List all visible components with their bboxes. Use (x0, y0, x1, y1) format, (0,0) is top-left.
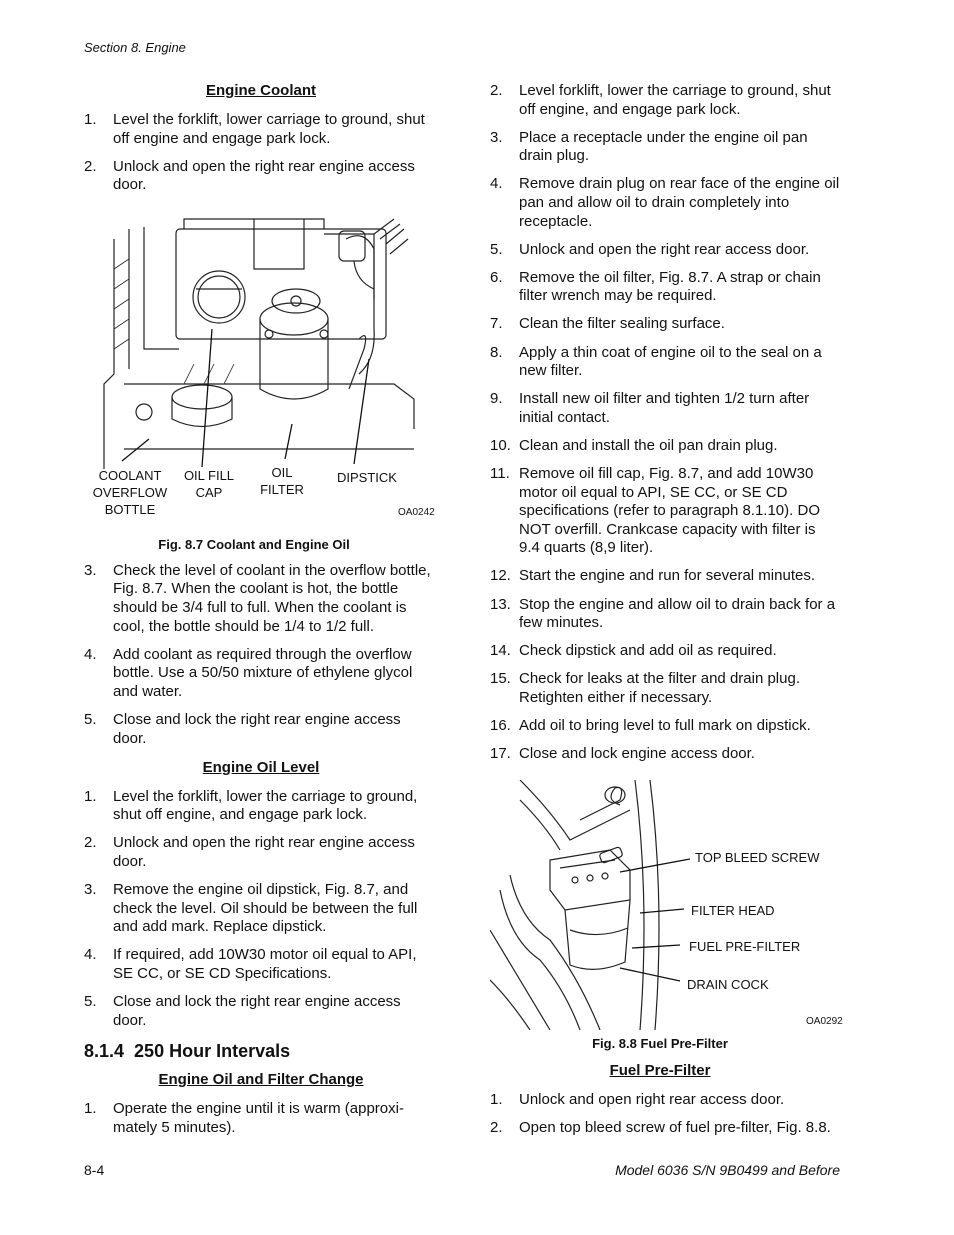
right-column (490, 82, 843, 1147)
step-text: Start the engine and run for several minutes. (519, 567, 816, 585)
step-text: Close and lock engine access door. (519, 745, 755, 763)
list-item (490, 642, 840, 661)
label-fuel-pre-filter: FUEL PRE-FILTER (689, 938, 801, 954)
step-text: Level forklift, lower the carriage to ground, shut off engine, and engage park lock. (519, 82, 831, 118)
list-item (490, 437, 840, 456)
step-text: Add coolant as required through the overflow bottle. Use a 50/50 mixture of ethylene glycol and water. (113, 645, 413, 700)
figure-code: OA0292 (806, 1015, 843, 1027)
label-top-bleed-screw: TOP BLEED SCREW (695, 849, 820, 865)
step-number: 3. (490, 128, 503, 146)
list-item (490, 745, 840, 764)
engine-oil-level-heading: Engine Oil Level (202, 758, 320, 776)
step-text: Unlock and open the right rear access door. (519, 240, 810, 258)
step-number: 5. (84, 711, 97, 729)
step-text: Clean and install the oil pan drain plug. (519, 436, 778, 454)
list-item (490, 670, 840, 707)
step-number: 15. (490, 670, 511, 688)
label-dipstick: DIPSTICK (337, 469, 397, 485)
section-number: 8.1.4 (84, 1041, 125, 1062)
step-text: Add oil to bring level to full mark on dipstick. (519, 717, 811, 735)
figure-code: OA0242 (398, 506, 435, 518)
step-number: 2. (84, 834, 97, 852)
step-text: Check for leaks at the filter and drain plug. Retighten either if necessary. (519, 670, 800, 706)
list-item (490, 717, 840, 736)
oil-filter-steps-left (84, 1100, 438, 1137)
list-item (84, 1100, 438, 1137)
step-text: Level the forklift, lower the carriage to ground, shut off engine, and engage park lock. (113, 787, 418, 824)
step-number: 6. (490, 268, 503, 286)
step-number: 8. (490, 343, 503, 361)
step-number: 5. (490, 240, 503, 258)
list-item (84, 834, 438, 871)
step-text: Operate the engine until it is warm (approxi-mately 5 minutes). (113, 1100, 404, 1136)
label-drain-cock: DRAIN COCK (687, 976, 769, 992)
step-number: 14. (490, 642, 511, 660)
step-number: 5. (84, 993, 97, 1011)
list-item (490, 567, 840, 586)
engine-coolant-heading: Engine Coolant (206, 82, 316, 99)
step-number: 2. (490, 1118, 503, 1136)
list-item (490, 269, 840, 306)
list-item (490, 129, 840, 166)
step-number: 9. (490, 390, 503, 408)
list-item (490, 465, 840, 558)
section-heading (84, 1040, 438, 1062)
label-filter-head: FILTER HEAD (691, 902, 775, 918)
step-text: If required, add 10W30 motor oil equal to API, SE CC, or SE CD Specifications. (113, 946, 417, 982)
step-text: Unlock and open right rear access door. (519, 1090, 785, 1108)
oil-filter-steps-right (490, 82, 840, 764)
list-item (84, 946, 438, 983)
list-item (84, 993, 438, 1030)
figure-8-7 (84, 209, 438, 531)
step-text: Place a receptacle under the engine oil pan drain plug. (519, 128, 808, 165)
label-oil-fill-cap: OIL FILL CAP (183, 467, 235, 500)
step-number: 2. (84, 157, 97, 175)
step-number: 12. (490, 567, 511, 585)
coolant-steps-a (84, 111, 438, 195)
list-item (490, 1091, 840, 1110)
list-item (490, 344, 840, 381)
step-number: 16. (490, 717, 511, 735)
step-number: 4. (84, 645, 97, 663)
figure-8-8 (490, 780, 843, 1030)
step-number: 7. (490, 315, 503, 333)
list-item (84, 562, 438, 636)
list-item (490, 82, 840, 119)
step-text: Open top bleed screw of fuel pre-filter, Fig. 8.8. (519, 1118, 831, 1136)
step-text: Remove the oil filter, Fig. 8.7. A strap or chain filter wrench may be required. (519, 268, 821, 305)
step-number: 11. (490, 465, 510, 482)
page-number: 8-4 (84, 1162, 105, 1178)
section-title: 250 Hour Intervals (134, 1041, 291, 1062)
step-text: Remove oil fill cap, Fig. 8.7, and add 10W30 motor oil equal to API, SE CC, or SE CD specifications (refer to paragraph 8.1.10). DO NOT overfill. Crankcase capacity with filter is 9.4 quarts (8,9 liter). (519, 465, 820, 557)
step-number: 13. (490, 595, 511, 613)
step-number: 1. (84, 787, 97, 805)
list-item (84, 111, 438, 148)
step-text: Remove the engine oil dipstick, Fig. 8.7, and check the level. Oil should be between the full and add mark. Replace dipstick. (113, 881, 418, 936)
step-number: 1. (84, 111, 97, 128)
oil-level-steps (84, 788, 438, 1031)
step-text: Level the forklift, lower carriage to ground, shut off engine and engage park lock. (113, 111, 425, 147)
list-item (490, 1119, 840, 1138)
step-text: Clean the filter sealing surface. (519, 315, 725, 333)
list-item (490, 596, 840, 633)
coolant-steps-b (84, 562, 438, 748)
fuel-pre-filter-heading: Fuel Pre-Filter (609, 1061, 711, 1079)
list-item (84, 788, 438, 825)
list-item (84, 881, 438, 937)
fuel-steps (490, 1091, 840, 1138)
step-text: Close and lock the right rear engine access door. (113, 711, 401, 747)
list-item (84, 711, 438, 748)
engine-illustration (84, 209, 438, 469)
step-number: 3. (84, 881, 97, 899)
list-item (490, 175, 840, 231)
label-coolant-overflow-bottle: COOLANT OVERFLOW BOTTLE (92, 467, 168, 517)
list-item (84, 158, 438, 195)
step-text: Remove drain plug on rear face of the engine oil pan and allow oil to drain completely into receptacle. (519, 175, 840, 230)
step-number: 4. (84, 946, 97, 964)
step-text: Stop the engine and allow oil to drain back for a few minutes. (519, 595, 836, 632)
step-text: Check the level of coolant in the overflow bottle, Fig. 8.7. When the coolant is hot, the bottle should be 3/4 full to full. When the coolant is cool, the bottle should be 1/4 to 1/2 full. (113, 561, 431, 635)
list-item (490, 241, 840, 260)
step-number: 1. (490, 1090, 503, 1108)
step-text: Check dipstick and add oil as required. (519, 642, 777, 660)
step-number: 4. (490, 175, 503, 193)
step-number: 17. (490, 745, 511, 763)
step-number: 3. (84, 561, 97, 579)
step-number: 2. (490, 82, 503, 99)
oil-filter-change-heading: Engine Oil and Filter Change (158, 1071, 364, 1089)
footer-model: Model 6036 S/N 9B0499 and Before (615, 1162, 840, 1178)
fuel-prefilter-illustration (490, 780, 840, 1030)
label-oil-filter: OIL FILTER (260, 464, 304, 497)
step-text: Apply a thin coat of engine oil to the seal on a new filter. (519, 343, 822, 380)
step-text: Unlock and open the right rear engine access door. (113, 157, 415, 194)
list-item (84, 646, 438, 702)
left-column (84, 78, 438, 1147)
step-text: Unlock and open the right rear engine access door. (113, 834, 415, 870)
step-number: 1. (84, 1100, 97, 1118)
list-item (490, 390, 840, 427)
page-header: Section 8. Engine (84, 40, 186, 55)
step-text: Install new oil filter and tighten 1/2 turn after initial contact. (519, 390, 810, 426)
step-text: Close and lock the right rear engine access door. (113, 993, 401, 1029)
figure-8-8-caption: Fig. 8.8 Fuel Pre-Filter (592, 1035, 728, 1051)
step-number: 10. (490, 436, 511, 454)
list-item (490, 315, 840, 334)
figure-8-7-caption: Fig. 8.7 Coolant and Engine Oil (158, 536, 350, 552)
